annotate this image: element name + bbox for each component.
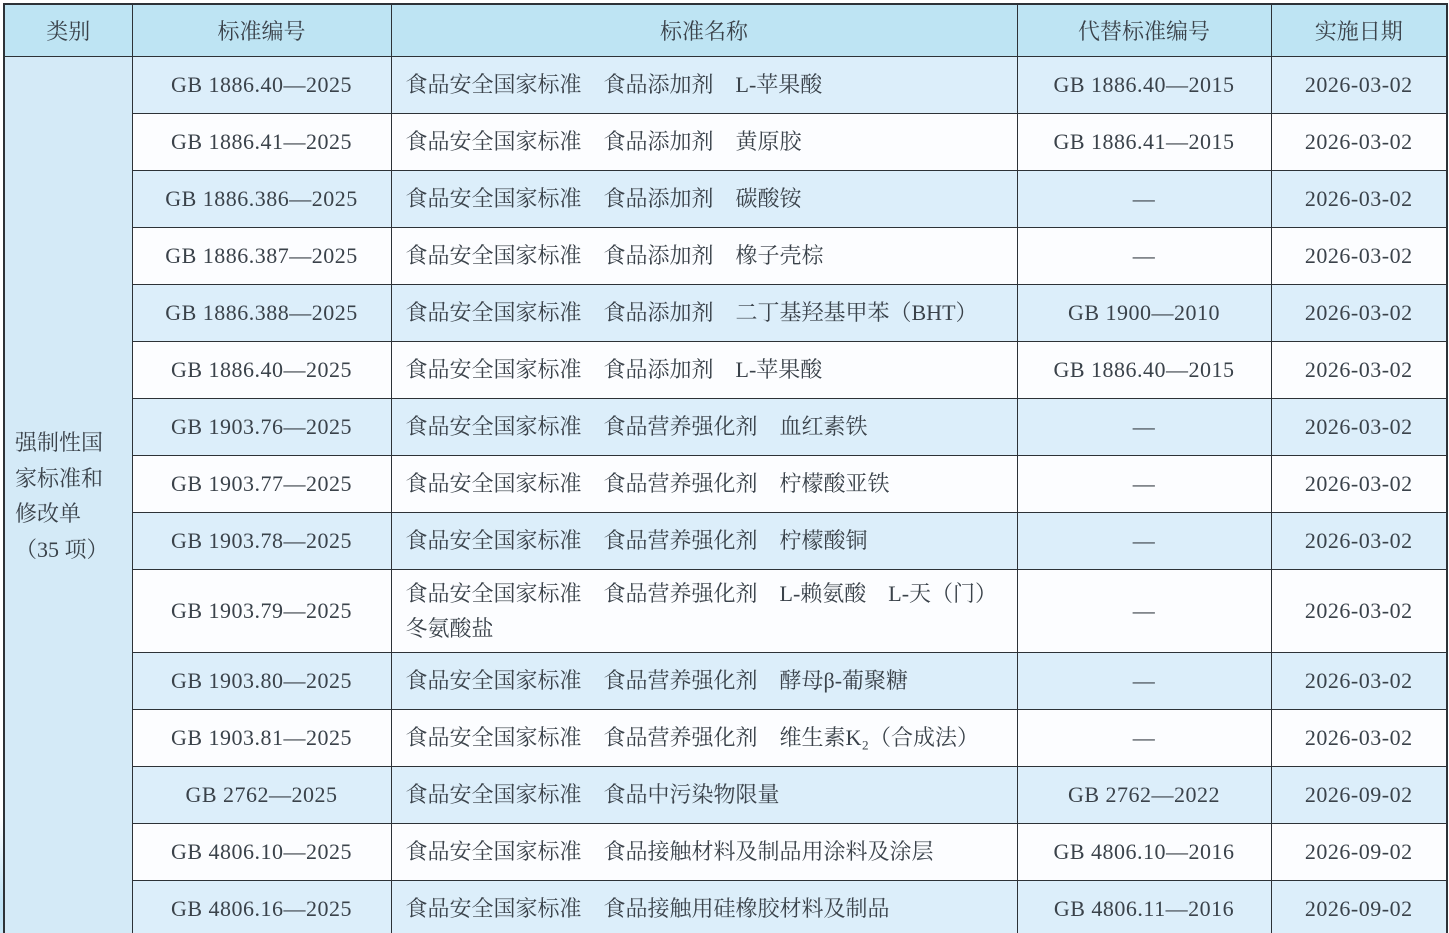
standard-name-cell: 食品安全国家标准 食品接触用硅橡胶材料及制品	[391, 880, 1017, 933]
impl-date-cell: 2026-03-02	[1271, 170, 1447, 227]
table-row	[4, 823, 1447, 880]
standard-name-cell: 食品安全国家标准 食品营养强化剂 血红素铁	[391, 398, 1017, 455]
replaced-code-cell: —	[1017, 170, 1271, 227]
standard-name-cell: 食品安全国家标准 食品中污染物限量	[391, 766, 1017, 823]
impl-date-cell: 2026-03-02	[1271, 569, 1447, 652]
impl-date-cell: 2026-09-02	[1271, 880, 1447, 933]
standard-code-cell: GB 1903.79—2025	[132, 569, 391, 652]
replaced-code-cell: GB 1886.40—2015	[1017, 341, 1271, 398]
table-header	[4, 4, 1447, 56]
standard-name-cell: 食品安全国家标准 食品添加剂 碳酸铵	[391, 170, 1017, 227]
impl-date-cell: 2026-03-02	[1271, 512, 1447, 569]
standard-code-cell: GB 1886.386—2025	[132, 170, 391, 227]
standard-name-cell: 食品安全国家标准 食品营养强化剂 维生素K₂（合成法）	[391, 709, 1017, 766]
standard-code-cell: GB 1903.77—2025	[132, 455, 391, 512]
standard-code-cell: GB 2762—2025	[132, 766, 391, 823]
standard-code-cell: GB 1886.40—2025	[132, 341, 391, 398]
impl-date-cell: 2026-03-02	[1271, 455, 1447, 512]
standard-code-cell: GB 1886.387—2025	[132, 227, 391, 284]
replaced-code-cell: GB 2762—2022	[1017, 766, 1271, 823]
impl-date-cell: 2026-03-02	[1271, 227, 1447, 284]
replaced-code-cell: GB 4806.11—2016	[1017, 880, 1271, 933]
replaced-code-cell: —	[1017, 569, 1271, 652]
table-row	[4, 227, 1447, 284]
standard-code-cell: GB 4806.10—2025	[132, 823, 391, 880]
table-row	[4, 569, 1447, 652]
col-header-standard-name: 标准名称	[391, 4, 1017, 56]
standard-code-cell: GB 1903.76—2025	[132, 398, 391, 455]
table-row	[4, 113, 1447, 170]
standard-name-cell: 食品安全国家标准 食品营养强化剂 L-赖氨酸 L-天（门）冬氨酸盐	[391, 569, 1017, 652]
replaced-code-cell: GB 4806.10—2016	[1017, 823, 1271, 880]
category-cell: 强制性国家标准和修改单（35 项）	[4, 56, 132, 933]
header-row	[4, 4, 1447, 56]
replaced-code-cell: GB 1886.40—2015	[1017, 56, 1271, 113]
table-row	[4, 512, 1447, 569]
impl-date-cell: 2026-03-02	[1271, 113, 1447, 170]
replaced-code-cell: —	[1017, 709, 1271, 766]
standards-table	[3, 3, 1448, 933]
standard-name-cell: 食品安全国家标准 食品添加剂 L-苹果酸	[391, 341, 1017, 398]
standard-name-cell: 食品安全国家标准 食品营养强化剂 柠檬酸铜	[391, 512, 1017, 569]
impl-date-cell: 2026-03-02	[1271, 652, 1447, 709]
col-header-standard-code: 标准编号	[132, 4, 391, 56]
col-header-impl-date: 实施日期	[1271, 4, 1447, 56]
table-row	[4, 709, 1447, 766]
replaced-code-cell: GB 1900—2010	[1017, 284, 1271, 341]
table-row	[4, 880, 1447, 933]
standard-code-cell: GB 1886.40—2025	[132, 56, 391, 113]
impl-date-cell: 2026-03-02	[1271, 398, 1447, 455]
standard-code-cell: GB 4806.16—2025	[132, 880, 391, 933]
table-row	[4, 652, 1447, 709]
standard-name-cell: 食品安全国家标准 食品添加剂 二丁基羟基甲苯（BHT）	[391, 284, 1017, 341]
standard-code-cell: GB 1886.388—2025	[132, 284, 391, 341]
standard-code-cell: GB 1903.80—2025	[132, 652, 391, 709]
table-row	[4, 284, 1447, 341]
replaced-code-cell: —	[1017, 398, 1271, 455]
replaced-code-cell: —	[1017, 455, 1271, 512]
replaced-code-cell: —	[1017, 652, 1271, 709]
standard-name-cell: 食品安全国家标准 食品营养强化剂 酵母β-葡聚糖	[391, 652, 1017, 709]
standard-name-cell: 食品安全国家标准 食品添加剂 L-苹果酸	[391, 56, 1017, 113]
standard-code-cell: GB 1903.78—2025	[132, 512, 391, 569]
impl-date-cell: 2026-09-02	[1271, 823, 1447, 880]
impl-date-cell: 2026-09-02	[1271, 766, 1447, 823]
standard-name-cell: 食品安全国家标准 食品添加剂 黄原胶	[391, 113, 1017, 170]
standard-code-cell: GB 1903.81—2025	[132, 709, 391, 766]
impl-date-cell: 2026-03-02	[1271, 284, 1447, 341]
standard-name-cell: 食品安全国家标准 食品添加剂 橡子壳棕	[391, 227, 1017, 284]
table-row	[4, 398, 1447, 455]
table-row	[4, 170, 1447, 227]
standard-name-cell: 食品安全国家标准 食品营养强化剂 柠檬酸亚铁	[391, 455, 1017, 512]
impl-date-cell: 2026-03-02	[1271, 709, 1447, 766]
impl-date-cell: 2026-03-02	[1271, 56, 1447, 113]
table-row	[4, 766, 1447, 823]
table-row	[4, 56, 1447, 113]
table-body	[4, 56, 1447, 933]
col-header-category: 类别	[4, 4, 132, 56]
col-header-replaced-code: 代替标准编号	[1017, 4, 1271, 56]
standard-name-cell: 食品安全国家标准 食品接触材料及制品用涂料及涂层	[391, 823, 1017, 880]
replaced-code-cell: —	[1017, 227, 1271, 284]
replaced-code-cell: GB 1886.41—2015	[1017, 113, 1271, 170]
impl-date-cell: 2026-03-02	[1271, 341, 1447, 398]
table-row	[4, 341, 1447, 398]
standard-code-cell: GB 1886.41—2025	[132, 113, 391, 170]
replaced-code-cell: —	[1017, 512, 1271, 569]
table-row	[4, 455, 1447, 512]
